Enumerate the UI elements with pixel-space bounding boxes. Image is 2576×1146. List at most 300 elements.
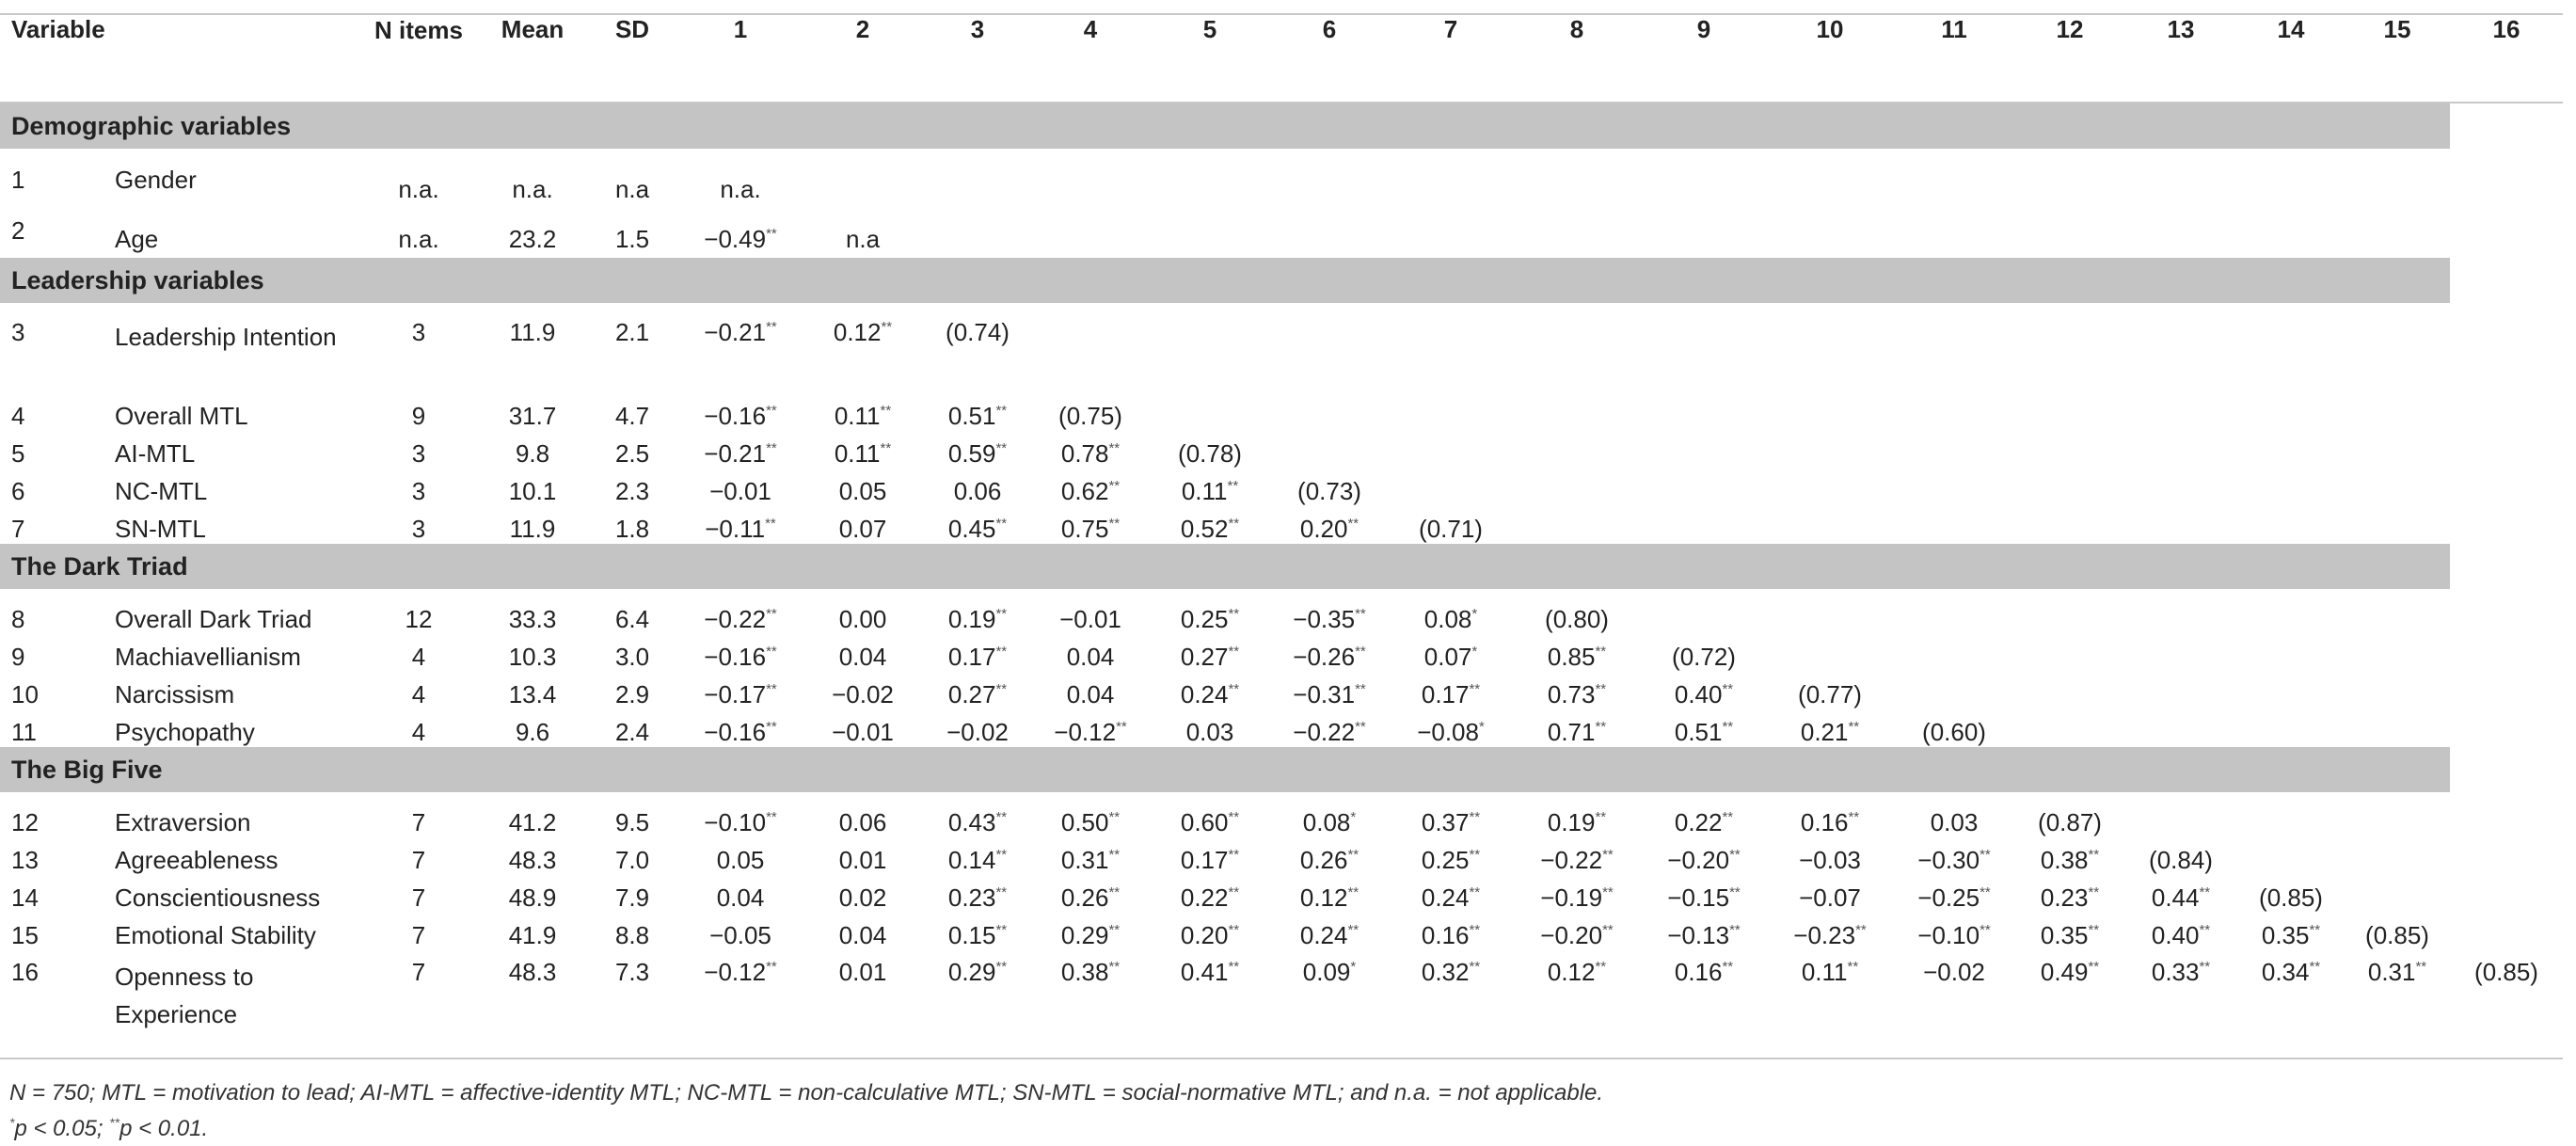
correlation-cell xyxy=(1767,156,1893,213)
correlation-cell xyxy=(1150,672,1270,709)
correlation-cell xyxy=(2237,875,2345,913)
significance-marker: ** xyxy=(1469,884,1481,900)
correlation-value: 0.37 xyxy=(1421,808,1470,836)
row-mean: n.a. xyxy=(512,175,553,203)
row-variable-name: Conscientiousness xyxy=(115,883,321,912)
row-sd: 7.0 xyxy=(614,846,650,874)
row-n-items: 3 xyxy=(411,439,426,468)
significance-marker: ** xyxy=(766,681,777,697)
correlation-cell xyxy=(2237,431,2345,469)
row-variable-name: SN-MTL xyxy=(115,515,206,543)
correlation-cell xyxy=(2237,709,2345,747)
correlation-cell xyxy=(1389,950,1513,1033)
correlation-cell xyxy=(2345,709,2450,747)
correlation-value: (0.74) xyxy=(946,318,1010,346)
correlation-cell xyxy=(2124,800,2237,837)
correlation-value: 0.16 xyxy=(1674,958,1723,986)
correlation-cell xyxy=(802,310,924,393)
correlation-cell xyxy=(2345,156,2450,213)
table-row xyxy=(0,800,2563,837)
correlation-value: −0.10 xyxy=(704,808,767,836)
correlation-cell xyxy=(2015,800,2124,837)
correlation-value: 0.35 xyxy=(2261,921,2310,949)
correlation-cell xyxy=(679,506,802,544)
correlation-cell xyxy=(1270,875,1389,913)
row-index: 10 xyxy=(11,680,39,708)
significance-marker: ** xyxy=(1228,681,1240,697)
correlation-value: −0.02 xyxy=(1923,958,1985,986)
section-header-row xyxy=(0,258,2563,303)
significance-marker: ** xyxy=(881,319,893,335)
correlation-value: −0.12 xyxy=(704,958,767,986)
correlation-cell xyxy=(1031,837,1150,875)
correlation-value: 0.01 xyxy=(838,958,887,986)
correlation-cell xyxy=(1150,393,1270,431)
correlation-cell xyxy=(1893,393,2015,431)
correlation-cell xyxy=(2450,672,2563,709)
correlation-value: −0.10 xyxy=(1917,921,1980,949)
correlation-cell xyxy=(1893,310,2015,393)
correlation-cell xyxy=(1270,950,1389,1033)
correlation-cell xyxy=(2345,597,2450,634)
correlation-cell xyxy=(1641,672,1767,709)
row-n-items: 4 xyxy=(411,680,426,708)
correlation-cell xyxy=(1641,393,1767,431)
correlation-cell xyxy=(679,634,802,672)
correlation-cell xyxy=(1270,709,1389,747)
correlation-cell xyxy=(1893,950,2015,1033)
significance-marker: ** xyxy=(1848,809,1860,825)
correlation-cell xyxy=(2237,213,2345,258)
significance-marker: ** xyxy=(2309,922,2321,938)
correlation-cell xyxy=(1513,431,1641,469)
correlation-value: 0.11 xyxy=(1801,958,1848,986)
row-mean: 9.8 xyxy=(515,439,550,468)
correlation-cell xyxy=(1767,213,1893,258)
correlation-cell xyxy=(2015,597,2124,634)
correlation-value: −0.01 xyxy=(709,477,771,505)
significance-marker: ** xyxy=(2088,959,2100,975)
correlation-cell xyxy=(2450,950,2563,1033)
table-footnote: N = 750; MTL = motivation to lead; AI-MTL = affective-identity MTL; NC-MTL = non-calculative MTL; SN-MTL = social-normative MTL; and n.a. = not applicable. xyxy=(9,1080,1604,1106)
correlation-cell xyxy=(2124,506,2237,544)
correlation-value: 0.60 xyxy=(1180,808,1229,836)
correlation-value: 0.12 xyxy=(1547,958,1596,986)
correlation-value: −0.16 xyxy=(704,643,767,671)
significance-marker: ** xyxy=(1108,809,1121,825)
correlation-value: 0.07 xyxy=(838,515,887,543)
correlation-cell xyxy=(2345,213,2450,258)
correlation-cell xyxy=(1150,800,1270,837)
correlation-value: −0.05 xyxy=(709,921,771,949)
correlation-value: 0.45 xyxy=(947,515,996,543)
correlation-value: 0.85 xyxy=(1547,643,1596,671)
correlation-cell xyxy=(802,837,924,875)
row-variable-name: NC-MTL xyxy=(115,477,208,505)
correlation-cell xyxy=(2237,634,2345,672)
row-mean: 48.3 xyxy=(508,846,557,874)
correlation-cell xyxy=(679,310,802,393)
table-row xyxy=(0,634,2563,672)
correlation-cell xyxy=(2015,875,2124,913)
correlation-cell xyxy=(2124,837,2237,875)
significance-marker: ** xyxy=(1228,809,1240,825)
correlation-cell xyxy=(2015,469,2124,506)
correlation-value: −0.08 xyxy=(1417,718,1479,746)
correlation-value: −0.30 xyxy=(1917,846,1980,874)
correlation-value: 0.11 xyxy=(834,402,881,430)
significance-marker: ** xyxy=(1469,681,1481,697)
correlation-cell xyxy=(1767,310,1893,393)
correlation-cell xyxy=(1641,431,1767,469)
correlation-cell xyxy=(2450,709,2563,747)
header-col-13: 13 xyxy=(2167,15,2195,43)
correlation-value: 0.14 xyxy=(947,846,996,874)
correlation-value: 0.27 xyxy=(947,680,996,708)
correlation-value: 0.23 xyxy=(2040,883,2089,912)
header-col-7: 7 xyxy=(1443,15,1458,43)
correlation-cell xyxy=(2237,913,2345,950)
correlation-cell xyxy=(2124,597,2237,634)
correlation-cell xyxy=(1270,213,1389,258)
significance-marker: ** xyxy=(2199,959,2211,975)
row-mean: 41.2 xyxy=(508,808,557,836)
correlation-cell xyxy=(924,837,1031,875)
correlation-value: 0.73 xyxy=(1547,680,1596,708)
correlation-cell xyxy=(679,156,802,213)
row-variable-name: Overall MTL xyxy=(115,402,248,430)
header-col-1: 1 xyxy=(733,15,748,43)
correlation-value: 0.17 xyxy=(1421,680,1470,708)
row-n-items: 12 xyxy=(405,605,433,633)
significance-marker: ** xyxy=(2199,884,2211,900)
correlation-cell xyxy=(2450,837,2563,875)
correlation-cell xyxy=(1641,597,1767,634)
header-col-10: 10 xyxy=(1816,15,1844,43)
significance-marker: ** xyxy=(2088,884,2100,900)
significance-note xyxy=(9,1116,208,1142)
correlation-cell xyxy=(1513,837,1641,875)
row-index: 6 xyxy=(11,477,25,505)
correlation-cell xyxy=(1641,213,1767,258)
correlation-value: 0.29 xyxy=(947,958,996,986)
correlation-cell xyxy=(2345,431,2450,469)
correlation-value: 0.24 xyxy=(1180,680,1229,708)
correlation-cell xyxy=(1150,213,1270,258)
correlation-cell xyxy=(1767,469,1893,506)
correlation-value: (0.87) xyxy=(2038,808,2102,836)
correlation-cell xyxy=(1389,469,1513,506)
row-sd: 9.5 xyxy=(614,808,650,836)
correlation-cell xyxy=(802,950,924,1033)
significance-marker: ** xyxy=(1722,681,1734,697)
significance-marker: ** xyxy=(1347,922,1360,938)
section-title: Leadership variables xyxy=(0,258,2450,303)
correlation-cell xyxy=(2345,950,2450,1033)
correlation-cell xyxy=(1270,672,1389,709)
correlation-cell xyxy=(1270,800,1389,837)
significance-marker: ** xyxy=(1980,847,1991,863)
correlation-cell xyxy=(1641,634,1767,672)
correlation-cell xyxy=(679,597,802,634)
significance-marker: ** xyxy=(1602,884,1614,900)
significance-marker: ** xyxy=(1469,847,1481,863)
correlation-cell xyxy=(2124,156,2237,213)
correlation-value: 0.06 xyxy=(953,477,1002,505)
significance-marker: ** xyxy=(995,644,1008,660)
row-sd: 2.4 xyxy=(614,718,650,746)
table-row xyxy=(0,597,2563,634)
header-col-8: 8 xyxy=(1569,15,1584,43)
correlation-cell xyxy=(1031,213,1150,258)
correlation-value: (0.84) xyxy=(2149,846,2213,874)
row-mean: 23.2 xyxy=(508,225,557,253)
significance-marker: ** xyxy=(1355,606,1366,622)
table-row xyxy=(0,469,2563,506)
significance-marker: ** xyxy=(1116,719,1127,735)
correlation-cell xyxy=(1641,506,1767,544)
correlation-cell xyxy=(802,431,924,469)
correlation-cell xyxy=(1767,672,1893,709)
significance-marker: ** xyxy=(1848,719,1860,735)
correlation-value: −0.21 xyxy=(704,439,767,468)
correlation-cell xyxy=(1641,913,1767,950)
correlation-cell xyxy=(2450,875,2563,913)
correlation-value: 0.04 xyxy=(838,921,887,949)
correlation-cell xyxy=(1513,310,1641,393)
correlation-value: (0.73) xyxy=(1297,477,1361,505)
correlation-cell xyxy=(1389,709,1513,747)
correlation-value: 0.03 xyxy=(1930,808,1979,836)
correlation-value: 0.24 xyxy=(1421,883,1470,912)
significance-marker: ** xyxy=(766,440,777,456)
correlation-cell xyxy=(1150,506,1270,544)
correlation-value: 0.50 xyxy=(1060,808,1109,836)
row-index: 2 xyxy=(11,216,25,245)
correlation-cell xyxy=(1389,672,1513,709)
correlation-cell xyxy=(1150,469,1270,506)
significance-marker: ** xyxy=(1228,884,1240,900)
row-index: 9 xyxy=(11,643,25,671)
significance-marker: ** xyxy=(1108,516,1121,532)
table-row xyxy=(0,875,2563,913)
significance-marker: ** xyxy=(995,884,1008,900)
correlation-cell xyxy=(1389,156,1513,213)
correlation-value: 0.71 xyxy=(1547,718,1596,746)
correlation-value: 0.15 xyxy=(947,921,996,949)
correlation-cell xyxy=(1031,672,1150,709)
correlation-value: −0.03 xyxy=(1799,846,1861,874)
correlation-value: −0.35 xyxy=(1293,605,1356,633)
correlation-cell xyxy=(2345,634,2450,672)
table-row xyxy=(0,672,2563,709)
row-mean: 48.9 xyxy=(508,883,557,912)
row-sd: 4.7 xyxy=(614,402,650,430)
row-variable-name: Emotional Stability xyxy=(115,921,316,949)
row-index: 1 xyxy=(11,166,25,194)
significance-marker: ** xyxy=(995,847,1008,863)
correlation-cell xyxy=(1767,431,1893,469)
correlation-cell xyxy=(1893,634,2015,672)
significance-marker: ** xyxy=(995,959,1008,975)
correlation-value: 0.17 xyxy=(947,643,996,671)
correlation-value: (0.75) xyxy=(1058,402,1122,430)
correlation-cell xyxy=(924,913,1031,950)
correlation-cell xyxy=(2124,709,2237,747)
correlation-cell xyxy=(2345,800,2450,837)
correlation-value: 0.04 xyxy=(1066,643,1115,671)
correlation-cell xyxy=(2124,913,2237,950)
correlation-cell xyxy=(924,156,1031,213)
header-col-15: 15 xyxy=(2383,15,2411,43)
correlation-cell xyxy=(2345,506,2450,544)
row-sd: 2.1 xyxy=(614,318,650,346)
row-sd: 8.8 xyxy=(614,921,650,949)
correlation-value: −0.21 xyxy=(704,318,767,346)
correlation-value: 0.09 xyxy=(1302,958,1351,986)
correlation-cell xyxy=(924,506,1031,544)
significance-marker: ** xyxy=(1108,959,1121,975)
correlation-cell xyxy=(1031,709,1150,747)
correlation-cell xyxy=(1150,156,1270,213)
significance-marker: ** xyxy=(1729,884,1741,900)
correlation-value: 0.17 xyxy=(1180,846,1229,874)
correlation-value: −0.07 xyxy=(1799,883,1861,912)
correlation-value: 0.49 xyxy=(2040,958,2089,986)
correlation-cell xyxy=(802,634,924,672)
section-title: The Dark Triad xyxy=(0,544,2450,589)
correlation-value: −0.26 xyxy=(1293,643,1356,671)
correlation-cell xyxy=(1270,156,1389,213)
correlation-cell xyxy=(2450,213,2563,258)
significance-marker: ** xyxy=(1980,884,1991,900)
correlation-value: 0.21 xyxy=(1800,718,1849,746)
section-title: The Big Five xyxy=(0,747,2450,792)
correlation-value: 0.32 xyxy=(1421,958,1470,986)
correlation-cell xyxy=(2345,469,2450,506)
correlation-cell xyxy=(1389,213,1513,258)
header-col-16: 16 xyxy=(2492,15,2520,43)
correlation-cell xyxy=(1513,393,1641,431)
correlation-cell xyxy=(1270,506,1389,544)
section-spacer xyxy=(0,589,2563,597)
correlation-cell xyxy=(1389,634,1513,672)
correlation-cell xyxy=(1767,837,1893,875)
correlation-cell xyxy=(2124,634,2237,672)
correlation-cell xyxy=(924,950,1031,1033)
correlation-cell xyxy=(679,469,802,506)
correlation-cell xyxy=(1513,597,1641,634)
correlation-cell xyxy=(2015,913,2124,950)
correlation-cell xyxy=(1389,597,1513,634)
row-sd: 2.5 xyxy=(614,439,650,468)
header-col-9: 9 xyxy=(1696,15,1711,43)
significance-marker: ** xyxy=(995,809,1008,825)
row-index: 4 xyxy=(11,402,25,430)
row-mean: 9.6 xyxy=(515,718,550,746)
row-mean: 41.9 xyxy=(508,921,557,949)
correlation-cell xyxy=(1270,913,1389,950)
table-body xyxy=(0,103,2563,1033)
correlation-cell xyxy=(2124,672,2237,709)
correlation-value: 0.12 xyxy=(833,318,882,346)
row-variable-name: Openness to Experience xyxy=(115,963,254,1028)
correlation-value: (0.85) xyxy=(2474,958,2538,986)
correlation-value: 0.51 xyxy=(1674,718,1723,746)
section-header-row xyxy=(0,103,2563,149)
correlation-value: 0.20 xyxy=(1299,515,1348,543)
significance-marker: ** xyxy=(995,440,1008,456)
correlation-value: (0.78) xyxy=(1178,439,1242,468)
correlation-cell xyxy=(802,913,924,950)
correlation-cell xyxy=(1031,431,1150,469)
row-sd: 7.3 xyxy=(614,958,650,986)
correlation-cell xyxy=(802,597,924,634)
correlation-value: 0.44 xyxy=(2151,883,2200,912)
row-mean: 33.3 xyxy=(508,605,557,633)
correlation-cell xyxy=(924,393,1031,431)
correlation-value: 0.16 xyxy=(1800,808,1849,836)
correlation-cell xyxy=(1150,875,1270,913)
correlation-table xyxy=(0,13,2563,1033)
significance-marker: ** xyxy=(995,403,1008,419)
significance-marker: ** xyxy=(1228,922,1240,938)
correlation-cell xyxy=(2237,156,2345,213)
row-variable-name: Gender xyxy=(115,166,197,194)
correlation-value: 0.00 xyxy=(838,605,887,633)
correlation-value: 0.22 xyxy=(1180,883,1229,912)
correlation-value: 0.04 xyxy=(838,643,887,671)
correlation-cell xyxy=(2345,310,2450,393)
section-header-row xyxy=(0,544,2563,589)
correlation-value: 0.78 xyxy=(1060,439,1109,468)
significance-marker: ** xyxy=(1347,847,1360,863)
correlation-value: 0.40 xyxy=(2151,921,2200,949)
row-n-items: 3 xyxy=(411,515,426,543)
correlation-cell xyxy=(924,875,1031,913)
correlation-cell xyxy=(2237,393,2345,431)
header-variable: Variable xyxy=(11,15,105,43)
correlation-value: −0.02 xyxy=(946,718,1009,746)
correlation-value: (0.80) xyxy=(1545,605,1609,633)
correlation-cell xyxy=(2237,672,2345,709)
correlation-value: −0.25 xyxy=(1917,883,1980,912)
significance-marker: ** xyxy=(1729,922,1741,938)
sig-star-single: * xyxy=(9,1115,15,1130)
correlation-value: 0.75 xyxy=(1060,515,1109,543)
significance-marker: ** xyxy=(880,440,892,456)
correlation-value: 0.23 xyxy=(947,883,996,912)
significance-marker: ** xyxy=(766,809,777,825)
correlation-cell xyxy=(2450,156,2563,213)
significance-marker: ** xyxy=(766,319,777,335)
correlation-cell xyxy=(1513,156,1641,213)
correlation-cell xyxy=(1150,634,1270,672)
row-index: 5 xyxy=(11,439,25,468)
significance-marker: ** xyxy=(1108,884,1121,900)
correlation-value: 0.16 xyxy=(1421,921,1470,949)
correlation-cell xyxy=(2015,431,2124,469)
correlation-cell xyxy=(2015,672,2124,709)
significance-marker: ** xyxy=(1602,847,1614,863)
row-index: 12 xyxy=(11,808,39,836)
correlation-cell xyxy=(679,875,802,913)
correlation-cell xyxy=(2237,950,2345,1033)
table-row xyxy=(0,310,2563,393)
significance-marker: ** xyxy=(1469,959,1481,975)
correlation-value: 0.59 xyxy=(947,439,996,468)
significance-marker: ** xyxy=(1228,606,1240,622)
